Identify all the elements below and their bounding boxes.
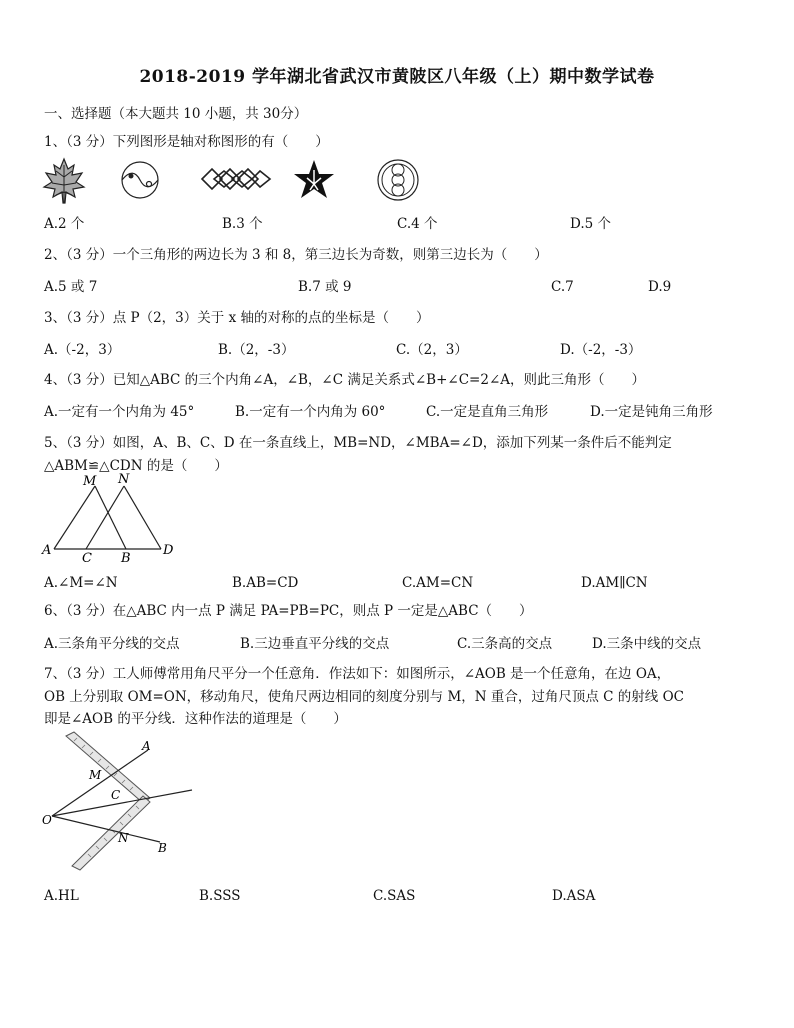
q6-option-c[interactable]: C.三条高的交点 — [457, 636, 553, 652]
q5-option-b[interactable]: B.AB=CD — [232, 575, 299, 591]
q7-stem-line1: 7、（3 分）工人师傅常用角尺平分一个任意角．作法如下：如图所示，∠AOB 是一个任意角，在边 OA， — [44, 666, 671, 682]
q3-option-c[interactable]: C.（2，3） — [396, 342, 468, 358]
q7-option-d[interactable]: D.ASA — [552, 888, 596, 904]
star-icon — [292, 158, 336, 202]
q2-option-a[interactable]: A.5 或 7 — [44, 279, 98, 295]
q7-label-o: O — [42, 813, 52, 827]
q7-stem-line3: 即是∠AOB 的平分线．这种作法的道理是（ ） — [44, 711, 347, 727]
q6-stem: 6、（3 分）在△ABC 内一点 P 满足 PA=PB=PC，则点 P 一定是△ABC（ ） — [44, 603, 533, 619]
q7-label-b: B — [158, 841, 167, 855]
q5-stem-line1: 5、（3 分）如图，A、B、C、D 在一条直线上，MB=ND，∠MBA=∠D，添加下列某一条件后不能判定 — [44, 435, 672, 451]
q7-option-b[interactable]: B.SSS — [199, 888, 241, 904]
q5-option-d[interactable]: D.AM∥CN — [581, 575, 648, 591]
q5-label-d: D — [163, 543, 174, 558]
q2-option-b[interactable]: B.7 或 9 — [298, 279, 352, 295]
q5-label-a: A — [42, 543, 52, 558]
q4-option-a[interactable]: A.一定有一个内角为 45° — [44, 404, 195, 420]
q7-option-a[interactable]: A.HL — [44, 888, 79, 904]
q7-label-n: N — [118, 831, 129, 845]
q6-option-a[interactable]: A.三条角平分线的交点 — [44, 636, 180, 652]
q3-option-b[interactable]: B.（2，-3） — [218, 342, 295, 358]
q5-triangle-figure — [40, 472, 180, 566]
q6-option-b[interactable]: B.三边垂直平分线的交点 — [240, 636, 390, 652]
q2-option-c[interactable]: C.7 — [551, 279, 574, 295]
q4-option-b[interactable]: B.一定有一个内角为 60° — [235, 404, 386, 420]
concentric-circles-icon — [376, 158, 420, 202]
q7-label-a: A — [142, 739, 151, 753]
q3-stem: 3、（3 分）点 P（2，3）关于 x 轴的对称的点的坐标是（ ） — [44, 310, 430, 326]
q5-option-a[interactable]: A.∠M=∠N — [44, 575, 118, 591]
q5-label-c: C — [82, 551, 92, 566]
q5-option-c[interactable]: C.AM=CN — [402, 575, 474, 591]
page-title: 2018-2019 学年湖北省武汉市黄陂区八年级（上）期中数学试卷 — [139, 67, 655, 87]
q1-option-d[interactable]: D.5 个 — [570, 216, 612, 232]
q3-option-d[interactable]: D.（-2，-3） — [560, 342, 642, 358]
section-heading: 一、选择题（本大题共 10 小题，共 30分） — [44, 106, 308, 122]
q6-option-d[interactable]: D.三条中线的交点 — [592, 636, 702, 652]
q7-label-c: C — [111, 788, 121, 802]
q4-stem: 4、（3 分）已知△ABC 的三个内角∠A，∠B，∠C 满足关系式∠B+∠C=2∠A，则此三角形（ ） — [44, 372, 646, 388]
q7-stem-line2: OB 上分别取 OM=ON，移动角尺，使角尺两边相同的刻度分别与 M，N 重合，过角尺顶点 C 的射线 OC — [44, 689, 684, 705]
q3-option-a[interactable]: A.（-2，3） — [44, 342, 121, 358]
q5-label-m: M — [83, 474, 97, 489]
q1-option-a[interactable]: A.2 个 — [44, 216, 85, 232]
knot-pattern-icon — [200, 163, 272, 195]
q1-option-b[interactable]: B.3 个 — [222, 216, 263, 232]
q7-angle-ruler-figure — [40, 732, 200, 874]
q5-label-b: B — [121, 551, 131, 566]
q4-option-d[interactable]: D.一定是钝角三角形 — [590, 404, 713, 420]
q5-stem-line2: △ABM≌△CDN 的是（ ） — [44, 458, 228, 474]
q1-option-c[interactable]: C.4 个 — [397, 216, 438, 232]
q1-stem: 1、（3 分）下列图形是轴对称图形的有（ ） — [44, 134, 329, 150]
q4-option-c[interactable]: C.一定是直角三角形 — [426, 404, 549, 420]
q2-stem: 2、（3 分）一个三角形的两边长为 3 和 8，第三边长为奇数，则第三边长为（ ） — [44, 247, 548, 263]
yin-yang-icon — [118, 160, 162, 200]
q5-label-n: N — [118, 472, 130, 487]
q2-option-d[interactable]: D.9 — [648, 279, 672, 295]
maple-leaf-icon — [42, 157, 86, 205]
q7-label-m: M — [89, 768, 102, 782]
q7-option-c[interactable]: C.SAS — [373, 888, 416, 904]
